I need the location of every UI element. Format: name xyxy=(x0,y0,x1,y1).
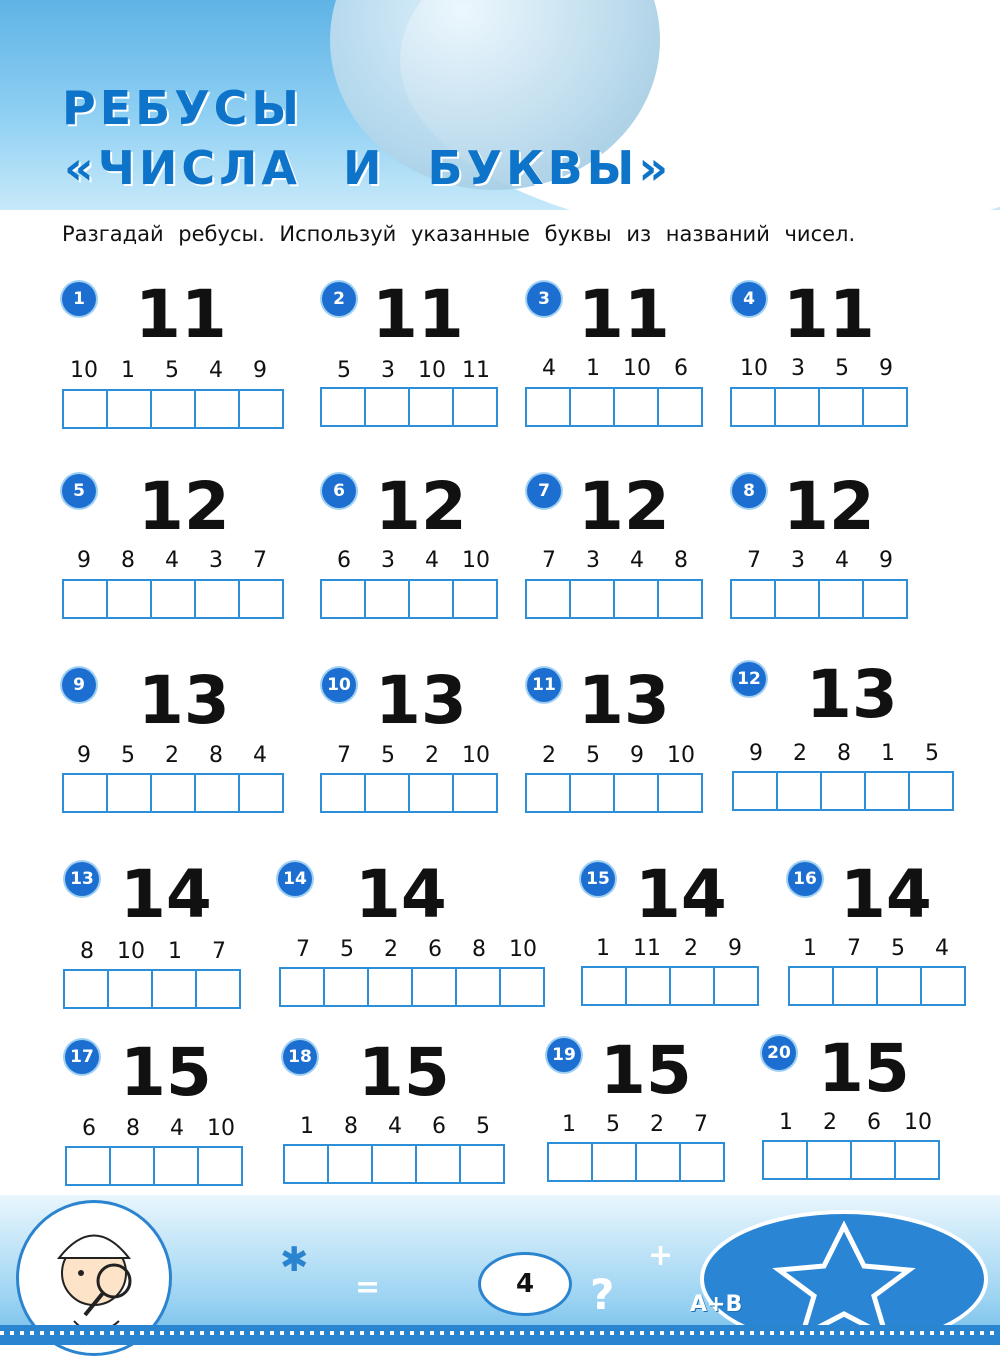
letter-position-digit: 7 xyxy=(337,743,351,768)
rebus-number: 11 xyxy=(135,276,227,353)
answer-letter-box[interactable] xyxy=(571,775,615,811)
letter-position-digits xyxy=(732,548,908,573)
letter-position-digits xyxy=(581,936,757,961)
letter-position-digits xyxy=(62,548,282,573)
answer-letter-box[interactable] xyxy=(866,773,910,809)
answer-letter-box[interactable] xyxy=(659,389,701,425)
rebus-number: 11 xyxy=(783,276,875,353)
letter-position-digit: 5 xyxy=(337,358,351,383)
answer-letter-box[interactable] xyxy=(413,969,457,1005)
letter-position-digit: 5 xyxy=(925,741,939,766)
answer-letter-box[interactable] xyxy=(549,1144,593,1180)
puzzle-number-badge: 7 xyxy=(527,474,561,508)
letter-position-digit: 9 xyxy=(879,356,893,381)
puzzle-number-badge: 17 xyxy=(65,1040,99,1074)
letter-position-digit: 1 xyxy=(596,936,610,961)
answer-letter-box[interactable] xyxy=(111,1148,155,1184)
letter-position-digit: 1 xyxy=(586,356,600,381)
footer-dotted-strip xyxy=(0,1325,1000,1345)
answer-letter-box[interactable] xyxy=(417,1146,461,1182)
letter-position-digits xyxy=(527,356,703,381)
letter-position-digits xyxy=(732,356,908,381)
answer-letter-box[interactable] xyxy=(615,581,659,617)
answer-letter-box[interactable] xyxy=(322,389,366,425)
answer-letter-box[interactable] xyxy=(281,969,325,1005)
answer-letter-box[interactable] xyxy=(322,775,366,811)
answer-letter-box[interactable] xyxy=(732,581,776,617)
answer-letter-box[interactable] xyxy=(822,773,866,809)
answer-boxes xyxy=(730,387,908,427)
answer-letter-box[interactable] xyxy=(67,1148,111,1184)
letter-position-digit: 6 xyxy=(867,1110,881,1135)
instruction-text: Разгадай ребусы. Используй указанные буквы из названий чисел. xyxy=(62,222,856,246)
letter-position-digit: 3 xyxy=(381,358,395,383)
letter-position-digit: 8 xyxy=(344,1114,358,1139)
answer-letter-box[interactable] xyxy=(322,581,366,617)
answer-letter-box[interactable] xyxy=(878,968,922,1004)
letter-position-digit: 6 xyxy=(432,1114,446,1139)
letter-position-digit: 4 xyxy=(542,356,556,381)
letter-position-digit: 10 xyxy=(207,1116,235,1141)
letter-position-digits xyxy=(285,1114,505,1139)
answer-letter-box[interactable] xyxy=(734,773,778,809)
letter-position-digit: 1 xyxy=(300,1114,314,1139)
answer-letter-box[interactable] xyxy=(776,581,820,617)
answer-boxes xyxy=(62,389,284,429)
rebus-number: 13 xyxy=(375,662,467,739)
rebus-number: 15 xyxy=(120,1034,212,1111)
rebus-number: 14 xyxy=(120,856,212,933)
puzzle-number-badge: 4 xyxy=(732,282,766,316)
letter-position-digits xyxy=(62,358,282,383)
rebus-number: 11 xyxy=(578,276,670,353)
letter-position-digit: 1 xyxy=(168,939,182,964)
letter-position-digit: 3 xyxy=(381,548,395,573)
letter-position-digit: 4 xyxy=(253,743,267,768)
page-title xyxy=(62,78,672,198)
answer-letter-box[interactable] xyxy=(108,391,152,427)
puzzle-number-badge: 10 xyxy=(322,668,356,702)
letter-position-digit: 2 xyxy=(684,936,698,961)
answer-letter-box[interactable] xyxy=(369,969,413,1005)
letter-position-digit: 11 xyxy=(633,936,661,961)
answer-letter-box[interactable] xyxy=(153,971,197,1007)
answer-letter-box[interactable] xyxy=(454,389,496,425)
rebus-number: 13 xyxy=(578,662,670,739)
puzzle-number-badge: 18 xyxy=(283,1040,317,1074)
answer-letter-box[interactable] xyxy=(285,1146,329,1182)
answer-letter-box[interactable] xyxy=(527,389,571,425)
answer-letter-box[interactable] xyxy=(922,968,964,1004)
answer-letter-box[interactable] xyxy=(732,389,776,425)
answer-boxes xyxy=(63,969,241,1009)
answer-boxes xyxy=(62,579,284,619)
letter-position-digit: 1 xyxy=(121,358,135,383)
answer-letter-box[interactable] xyxy=(454,775,496,811)
answer-letter-box[interactable] xyxy=(808,1142,852,1178)
answer-letter-box[interactable] xyxy=(615,775,659,811)
answer-letter-box[interactable] xyxy=(196,581,240,617)
puzzle-piece-icon: ✱ xyxy=(280,1240,309,1280)
letter-position-digit: 6 xyxy=(674,356,688,381)
answer-letter-box[interactable] xyxy=(109,971,153,1007)
rebus-number: 12 xyxy=(578,468,670,545)
answer-boxes xyxy=(732,771,954,811)
answer-boxes xyxy=(279,967,545,1007)
letter-position-digit: 5 xyxy=(586,743,600,768)
answer-letter-box[interactable] xyxy=(454,581,496,617)
answer-letter-box[interactable] xyxy=(64,775,108,811)
letter-position-digit: 2 xyxy=(425,743,439,768)
answer-letter-box[interactable] xyxy=(155,1148,199,1184)
answer-letter-box[interactable] xyxy=(593,1144,637,1180)
answer-letter-box[interactable] xyxy=(410,389,454,425)
answer-letter-box[interactable] xyxy=(64,581,108,617)
letter-position-digit: 4 xyxy=(630,548,644,573)
answer-boxes xyxy=(547,1142,725,1182)
letter-position-digit: 5 xyxy=(891,936,905,961)
rebus-number: 14 xyxy=(635,856,727,933)
answer-letter-box[interactable] xyxy=(778,773,822,809)
answer-letter-box[interactable] xyxy=(715,968,757,1004)
rebus-number: 15 xyxy=(818,1030,910,1107)
answer-letter-box[interactable] xyxy=(910,773,952,809)
letter-position-digit: 2 xyxy=(823,1110,837,1135)
letter-position-digit: 9 xyxy=(879,548,893,573)
letter-position-digit: 1 xyxy=(779,1110,793,1135)
puzzle-number-badge: 13 xyxy=(65,862,99,896)
answer-letter-box[interactable] xyxy=(461,1146,503,1182)
letter-position-digit: 10 xyxy=(623,356,651,381)
letter-position-digit: 10 xyxy=(462,548,490,573)
letter-position-digit: 10 xyxy=(462,743,490,768)
answer-letter-box[interactable] xyxy=(329,1146,373,1182)
letter-position-digit: 8 xyxy=(126,1116,140,1141)
letter-position-digit: 7 xyxy=(542,548,556,573)
answer-boxes xyxy=(283,1144,505,1184)
puzzle-number-badge: 11 xyxy=(527,668,561,702)
letter-position-digit: 8 xyxy=(837,741,851,766)
answer-letter-box[interactable] xyxy=(527,775,571,811)
letter-position-digit: 10 xyxy=(904,1110,932,1135)
letter-position-digits xyxy=(281,937,545,962)
answer-letter-box[interactable] xyxy=(108,775,152,811)
letter-position-digit: 6 xyxy=(337,548,351,573)
answer-letter-box[interactable] xyxy=(571,581,615,617)
letter-position-digit: 5 xyxy=(381,743,395,768)
answer-boxes xyxy=(320,579,498,619)
letter-position-digit: 7 xyxy=(296,937,310,962)
answer-boxes xyxy=(762,1140,940,1180)
letter-position-digit: 8 xyxy=(121,548,135,573)
puzzle-number-badge: 1 xyxy=(62,282,96,316)
letter-position-digit: 9 xyxy=(630,743,644,768)
letter-position-digit: 2 xyxy=(384,937,398,962)
letter-position-digit: 10 xyxy=(418,358,446,383)
answer-letter-box[interactable] xyxy=(583,968,627,1004)
answer-letter-box[interactable] xyxy=(240,391,282,427)
answer-letter-box[interactable] xyxy=(410,581,454,617)
letter-position-digits xyxy=(65,939,241,964)
answer-letter-box[interactable] xyxy=(196,391,240,427)
letter-position-digit: 10 xyxy=(667,743,695,768)
rebus-number: 14 xyxy=(840,856,932,933)
answer-boxes xyxy=(65,1146,243,1186)
rebus-number: 13 xyxy=(806,656,898,733)
rebus-number: 15 xyxy=(600,1032,692,1109)
letter-position-digit: 5 xyxy=(165,358,179,383)
answer-boxes xyxy=(525,773,703,813)
puzzle-number-badge: 19 xyxy=(547,1038,581,1072)
rebus-number: 14 xyxy=(355,856,447,933)
letter-position-digit: 10 xyxy=(509,937,537,962)
letter-position-digit: 2 xyxy=(542,743,556,768)
letter-position-digit: 7 xyxy=(847,936,861,961)
answer-letter-box[interactable] xyxy=(501,969,543,1005)
letter-position-digits xyxy=(322,358,498,383)
answer-letter-box[interactable] xyxy=(776,389,820,425)
answer-boxes xyxy=(581,966,759,1006)
letter-position-digit: 4 xyxy=(209,358,223,383)
puzzle-number-badge: 20 xyxy=(762,1036,796,1070)
letter-position-digit: 10 xyxy=(70,358,98,383)
answer-letter-box[interactable] xyxy=(790,968,834,1004)
page-number: 4 xyxy=(478,1252,572,1316)
letter-position-digit: 10 xyxy=(117,939,145,964)
letter-position-digit: 5 xyxy=(606,1112,620,1137)
letter-position-digits xyxy=(322,743,498,768)
letter-position-digit: 6 xyxy=(82,1116,96,1141)
answer-letter-box[interactable] xyxy=(240,775,282,811)
puzzle-number-badge: 3 xyxy=(527,282,561,316)
puzzle-number-badge: 5 xyxy=(62,474,96,508)
title-line-2: «ЧИСЛА И БУКВЫ» xyxy=(64,141,673,195)
answer-letter-box[interactable] xyxy=(366,389,410,425)
answer-letter-box[interactable] xyxy=(671,968,715,1004)
letter-position-digit: 4 xyxy=(388,1114,402,1139)
rebus-number: 11 xyxy=(372,276,464,353)
rebus-number: 12 xyxy=(375,468,467,545)
answer-letter-box[interactable] xyxy=(325,969,369,1005)
letter-position-digits xyxy=(67,1116,243,1141)
letter-position-digits xyxy=(527,743,703,768)
letter-position-digit: 5 xyxy=(121,743,135,768)
letter-position-digit: 5 xyxy=(835,356,849,381)
answer-letter-box[interactable] xyxy=(366,775,410,811)
answer-letter-box[interactable] xyxy=(615,389,659,425)
letter-position-digit: 5 xyxy=(476,1114,490,1139)
answer-boxes xyxy=(320,387,498,427)
answer-letter-box[interactable] xyxy=(366,581,410,617)
answer-boxes xyxy=(788,966,966,1006)
answer-letter-box[interactable] xyxy=(864,581,906,617)
letter-position-digit: 9 xyxy=(253,358,267,383)
letter-position-digit: 3 xyxy=(791,356,805,381)
letter-position-digit: 7 xyxy=(253,548,267,573)
rebus-number: 13 xyxy=(138,662,230,739)
puzzle-number-badge: 14 xyxy=(278,862,312,896)
letter-position-digit: 7 xyxy=(212,939,226,964)
answer-letter-box[interactable] xyxy=(64,391,108,427)
answer-letter-box[interactable] xyxy=(240,581,282,617)
letter-position-digit: 7 xyxy=(747,548,761,573)
answer-letter-box[interactable] xyxy=(864,389,906,425)
answer-letter-box[interactable] xyxy=(627,968,671,1004)
letter-position-digit: 1 xyxy=(562,1112,576,1137)
rebus-number: 12 xyxy=(138,468,230,545)
letter-position-digit: 1 xyxy=(881,741,895,766)
answer-letter-box[interactable] xyxy=(108,581,152,617)
puzzle-number-badge: 16 xyxy=(788,862,822,896)
letter-position-digit: 8 xyxy=(209,743,223,768)
answer-letter-box[interactable] xyxy=(764,1142,808,1178)
letter-position-digits xyxy=(734,741,954,766)
equals-symbol-icon: = xyxy=(355,1270,381,1305)
answer-letter-box[interactable] xyxy=(152,581,196,617)
answer-letter-box[interactable] xyxy=(571,389,615,425)
letter-position-digit: 2 xyxy=(793,741,807,766)
answer-letter-box[interactable] xyxy=(373,1146,417,1182)
letter-position-digit: 1 xyxy=(803,936,817,961)
letter-position-digit: 3 xyxy=(586,548,600,573)
letter-position-digit: 8 xyxy=(472,937,486,962)
puzzle-number-badge: 2 xyxy=(322,282,356,316)
letter-position-digit: 9 xyxy=(77,548,91,573)
answer-letter-box[interactable] xyxy=(896,1142,938,1178)
letter-position-digit: 8 xyxy=(674,548,688,573)
answer-letter-box[interactable] xyxy=(681,1144,723,1180)
answer-letter-box[interactable] xyxy=(820,389,864,425)
letter-position-digits xyxy=(764,1110,940,1135)
answer-letter-box[interactable] xyxy=(527,581,571,617)
letter-position-digit: 7 xyxy=(694,1112,708,1137)
answer-letter-box[interactable] xyxy=(637,1144,681,1180)
answer-boxes xyxy=(62,773,284,813)
answer-letter-box[interactable] xyxy=(196,775,240,811)
answer-letter-box[interactable] xyxy=(65,971,109,1007)
letter-position-digits xyxy=(527,548,703,573)
letter-position-digit: 5 xyxy=(340,937,354,962)
answer-boxes xyxy=(730,579,908,619)
letter-position-digit: 11 xyxy=(462,358,490,383)
answer-letter-box[interactable] xyxy=(659,775,701,811)
puzzle-number-badge: 9 xyxy=(62,668,96,702)
a-plus-b-label: A+B xyxy=(690,1292,743,1317)
rebus-number: 12 xyxy=(783,468,875,545)
letter-position-digit: 9 xyxy=(749,741,763,766)
rebus-number: 15 xyxy=(358,1034,450,1111)
letter-position-digit: 4 xyxy=(835,548,849,573)
puzzle-number-badge: 15 xyxy=(581,862,615,896)
answer-letter-box[interactable] xyxy=(152,391,196,427)
answer-boxes xyxy=(320,773,498,813)
letter-position-digits xyxy=(322,548,498,573)
answer-letter-box[interactable] xyxy=(152,775,196,811)
answer-letter-box[interactable] xyxy=(457,969,501,1005)
plus-symbol-icon: + xyxy=(648,1238,674,1273)
answer-letter-box[interactable] xyxy=(820,581,864,617)
letter-position-digit: 9 xyxy=(728,936,742,961)
letter-position-digit: 6 xyxy=(428,937,442,962)
question-mark-icon: ? xyxy=(590,1270,615,1319)
puzzle-number-badge: 12 xyxy=(732,662,766,696)
title-line-1: РЕБУСЫ xyxy=(62,81,304,135)
answer-letter-box[interactable] xyxy=(410,775,454,811)
letter-position-digit: 4 xyxy=(170,1116,184,1141)
letter-position-digit: 4 xyxy=(165,548,179,573)
letter-position-digit: 3 xyxy=(209,548,223,573)
letter-position-digit: 4 xyxy=(935,936,949,961)
letter-position-digits xyxy=(62,743,282,768)
answer-letter-box[interactable] xyxy=(659,581,701,617)
letter-position-digits xyxy=(788,936,964,961)
answer-boxes xyxy=(525,387,703,427)
answer-letter-box[interactable] xyxy=(197,971,239,1007)
letter-position-digit: 9 xyxy=(77,743,91,768)
answer-letter-box[interactable] xyxy=(834,968,878,1004)
letter-position-digit: 2 xyxy=(650,1112,664,1137)
letter-position-digit: 8 xyxy=(80,939,94,964)
answer-letter-box[interactable] xyxy=(852,1142,896,1178)
letter-position-digit: 10 xyxy=(740,356,768,381)
letter-position-digit: 4 xyxy=(425,548,439,573)
answer-letter-box[interactable] xyxy=(199,1148,241,1184)
letter-position-digits xyxy=(547,1112,723,1137)
puzzle-number-badge: 8 xyxy=(732,474,766,508)
puzzle-number-badge: 6 xyxy=(322,474,356,508)
answer-boxes xyxy=(525,579,703,619)
letter-position-digit: 2 xyxy=(165,743,179,768)
letter-position-digit: 3 xyxy=(791,548,805,573)
